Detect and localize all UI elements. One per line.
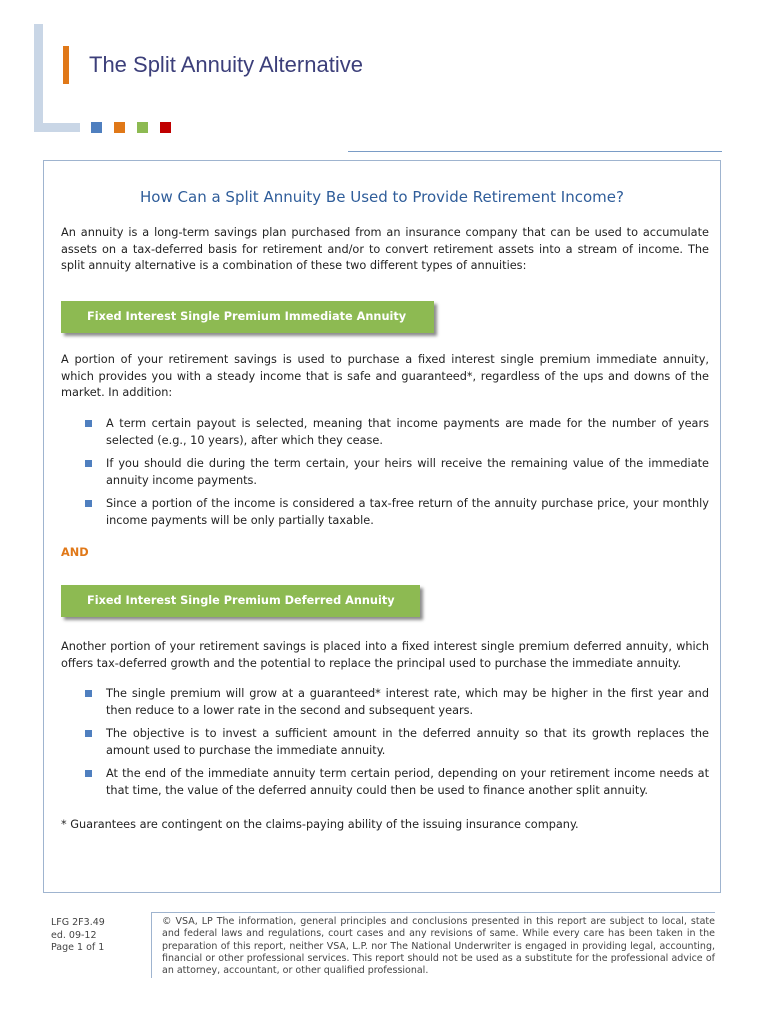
corner-accent-horizontal — [34, 123, 80, 132]
green-square — [137, 122, 148, 133]
bullet-square-icon — [85, 500, 92, 507]
section-heading: How Can a Split Annuity Be Used to Provide Retirement Income? — [140, 188, 624, 206]
header-divider — [348, 151, 722, 152]
page-title: The Split Annuity Alternative — [89, 52, 363, 77]
intro-paragraph: An annuity is a long-term savings plan purchased from an insurance company that can be used to accumulate assets on a tax-deferred basis for retirement and/or to convert retirement assets into a stream of income. The split annuity alternative is a combination of these two different types of annuities: — [61, 226, 709, 272]
blue-square — [91, 122, 102, 133]
immediate-annuity-label: Fixed Interest Single Premium Immediate Annuity — [61, 301, 434, 333]
corner-accent-vertical — [34, 24, 43, 132]
list-item: A term certain payout is selected, meaning that income payments are made for the number of years selected (e.g., 10 years), after which they cease. — [82, 416, 709, 449]
bullet-square-icon — [85, 690, 92, 697]
title-accent-bar — [63, 46, 69, 84]
bullet-square-icon — [85, 730, 92, 737]
list-item: Since a portion of the income is considered a tax-free return of the annuity purchase price, your monthly income payments will be only partially taxable. — [82, 496, 709, 529]
legal-disclaimer: © VSA, LP The information, general principles and conclusions presented in this report are subject to local, state and federal laws and regulations, court cases and any revisions of same. While every care has been taken in the preparation of this report, neither VSA, L.P. nor The National Underwriter is engaged in providing legal, accounting, financial or other professional services. This report should not be used as a substitute for the professional advice of an attorney, accountant, or other qualified professional. — [151, 912, 715, 978]
document-info — [51, 917, 105, 955]
list-item: The single premium will grow at a guaranteed* interest rate, which may be higher in the first year and then reduce to a lower rate in the second and subsequent years. — [82, 686, 709, 719]
page-number: Page 1 of 1 — [51, 942, 105, 953]
list-item: If you should die during the term certain, your heirs will receive the remaining value of the immediate annuity income payments. — [82, 456, 709, 489]
orange-square — [114, 122, 125, 133]
deferred-annuity-description: Another portion of your retirement savings is placed into a fixed interest single premium deferred annuity, which offers tax-deferred growth and the potential to replace the principal used to purchase the immediate annuity. — [61, 640, 709, 670]
immediate-annuity-description: A portion of your retirement savings is used to purchase a fixed interest single premium immediate annuity, which provides you with a steady income that is safe and guaranteed*, regardless of the ups and downs of the market. In addition: — [61, 353, 709, 399]
immediate-annuity-bullets — [82, 416, 709, 536]
color-squares — [91, 122, 171, 133]
bullet-square-icon — [85, 770, 92, 777]
guarantee-footnote: * Guarantees are contingent on the claims-paying ability of the issuing insurance company. — [61, 818, 579, 831]
list-item: The objective is to invest a sufficient amount in the deferred annuity so that its growth replaces the amount used to purchase the immediate annuity. — [82, 726, 709, 759]
deferred-annuity-bullets — [82, 686, 709, 806]
bullet-square-icon — [85, 420, 92, 427]
document-code: LFG 2F3.49 — [51, 917, 105, 928]
bullet-square-icon — [85, 460, 92, 467]
red-square — [160, 122, 171, 133]
list-item: At the end of the immediate annuity term certain period, depending on your retirement income needs at that time, the value of the deferred annuity could then be used to finance another split annuity. — [82, 766, 709, 799]
content-box — [43, 160, 721, 893]
edition-date: ed. 09-12 — [51, 929, 97, 941]
deferred-annuity-label: Fixed Interest Single Premium Deferred Annuity — [61, 585, 420, 617]
and-separator: AND — [61, 546, 89, 559]
